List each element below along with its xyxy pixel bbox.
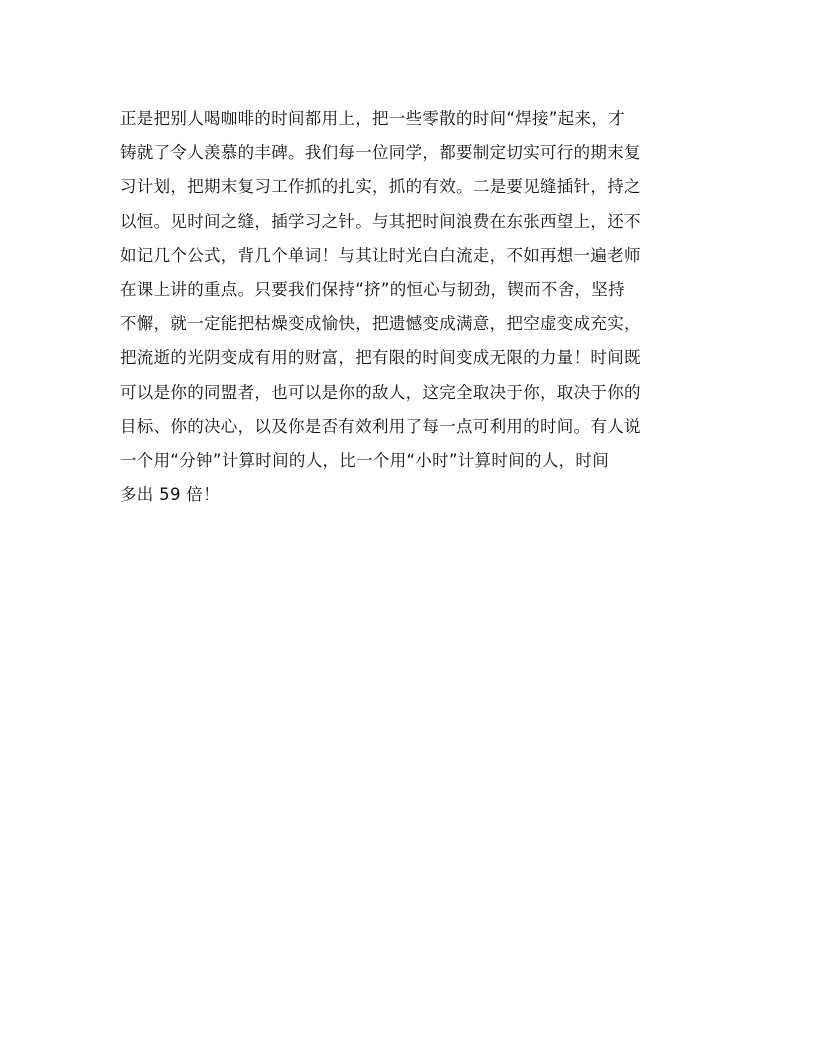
text-line: 把流逝的光阴变成有用的财富，把有限的时间变成无限的力量！时间既 [120,348,641,368]
text-line: 如记几个公式，背几个单词！与其让时光白白流走，不如再想一遍老师 [120,245,641,265]
text-line: 习计划，把期末复习工作抓的扎实，抓的有效。二是要见缝插针，持之 [120,177,641,197]
text-line: 正是把别人喝咖啡的时间都用上，把一些零散的时间“焊接”起来，才 [120,109,625,128]
text-line: 多出 59 倍！ [120,485,220,505]
text-line: 以恒。见时间之缝，插学习之针。与其把时间浪费在东张西望上，还不 [120,211,641,231]
text-line: 在课上讲的重点。只要我们保持“挤”的恒心与韧劲，锲而不舍，坚持 [120,279,625,299]
text-line: 可以是你的同盟者，也可以是你的敌人，这完全取决于你，取决于你的 [120,382,641,402]
text-line: 铸就了令人羡慕的丰碑。我们每一位同学，都要制定切实可行的期末复 [120,143,641,163]
text-line: 一个用“分钟”计算时间的人，比一个用“小时”计算时间的人，时间 [120,450,609,470]
text-line: 不懈，就一定能把枯燥变成愉快，把遗憾变成满意，把空虚变成充实， [120,314,641,334]
text-line: 目标、你的决心，以及你是否有效利用了每一点可利用的时间。有人说 [120,416,641,436]
body-paragraph [120,102,700,512]
